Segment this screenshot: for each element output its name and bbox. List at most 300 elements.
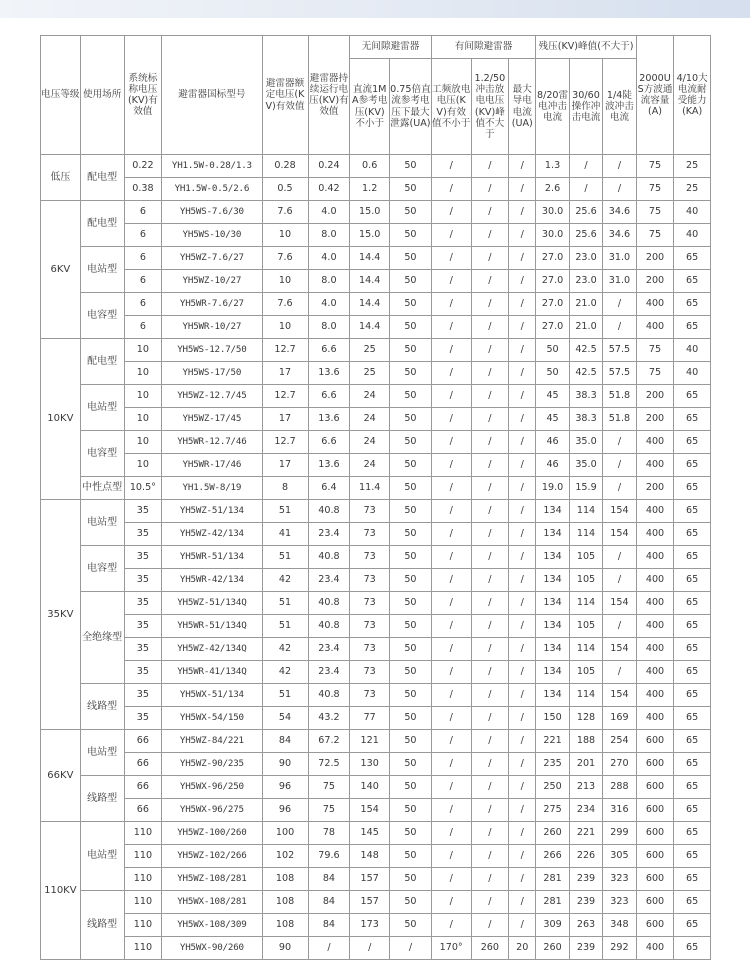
system-voltage-cell: 6: [124, 201, 162, 224]
max-conduction-cell: /: [509, 316, 536, 339]
impulse-spark-cell: /: [471, 684, 509, 707]
system-voltage-cell: 35: [124, 638, 162, 661]
high-current-cell: 65: [674, 684, 711, 707]
high-current-cell: 65: [674, 546, 711, 569]
dc-reference-cell: 15.0: [350, 224, 390, 247]
rated-voltage-cell: 42: [262, 638, 308, 661]
system-voltage-cell: 110: [124, 914, 162, 937]
residual-30-60-cell: 105: [569, 661, 602, 684]
high-current-cell: 65: [674, 845, 711, 868]
model-cell: YH5WS-10/30: [162, 224, 262, 247]
table-row: [41, 638, 711, 661]
model-cell: YH5WR-41/134Q: [162, 661, 262, 684]
dc-reference-cell: 73: [350, 523, 390, 546]
power-frequency-spark-cell: /: [431, 201, 471, 224]
table-header: [41, 36, 711, 155]
square-wave-cell: 75: [636, 362, 674, 385]
rated-voltage-cell: 51: [262, 615, 308, 638]
leakage-cell: 50: [390, 799, 432, 822]
residual-1-4-cell: 154: [603, 500, 636, 523]
leakage-cell: 50: [390, 730, 432, 753]
impulse-spark-cell: /: [471, 868, 509, 891]
residual-30-60-cell: 23.0: [569, 247, 602, 270]
table-row: [41, 753, 711, 776]
model-cell: YH1.5W-0.5/2.6: [162, 178, 262, 201]
leakage-cell: 50: [390, 661, 432, 684]
max-conduction-cell: /: [509, 707, 536, 730]
leakage-cell: 50: [390, 270, 432, 293]
residual-1-4-cell: 51.8: [603, 408, 636, 431]
power-frequency-spark-cell: /: [431, 178, 471, 201]
impulse-spark-cell: /: [471, 178, 509, 201]
residual-30-60-cell: 114: [569, 684, 602, 707]
residual-30-60-cell: /: [569, 155, 602, 178]
model-cell: YH5WZ-51/134Q: [162, 592, 262, 615]
high-current-cell: 65: [674, 270, 711, 293]
rated-voltage-cell: 90: [262, 937, 308, 960]
residual-8-20-cell: 250: [536, 776, 569, 799]
dc-reference-cell: 1.2: [350, 178, 390, 201]
model-cell: YH1.5W-0.28/1.3: [162, 155, 262, 178]
system-voltage-cell: 35: [124, 684, 162, 707]
table-row: [41, 155, 711, 178]
square-wave-cell: 600: [636, 776, 674, 799]
residual-30-60-cell: 42.5: [569, 339, 602, 362]
rated-voltage-cell: 51: [262, 546, 308, 569]
model-cell: YH5WR-17/46: [162, 454, 262, 477]
max-conduction-cell: /: [509, 546, 536, 569]
model-cell: YH5WX-96/275: [162, 799, 262, 822]
dc-reference-cell: 25: [350, 339, 390, 362]
table-row: [41, 615, 711, 638]
model-cell: YH5WR-12.7/46: [162, 431, 262, 454]
table-body: [41, 155, 711, 960]
voltage-level-cell: 35KV: [41, 500, 81, 730]
continuous-voltage-cell: 79.6: [308, 845, 350, 868]
square-wave-cell: 600: [636, 914, 674, 937]
max-conduction-cell: /: [509, 822, 536, 845]
residual-1-4-cell: 154: [603, 638, 636, 661]
rated-voltage-cell: 54: [262, 707, 308, 730]
residual-1-4-cell: 34.6: [603, 224, 636, 247]
power-frequency-spark-cell: /: [431, 638, 471, 661]
high-current-cell: 65: [674, 592, 711, 615]
system-voltage-cell: 35: [124, 592, 162, 615]
leakage-cell: 50: [390, 201, 432, 224]
dc-reference-cell: 73: [350, 569, 390, 592]
high-current-cell: 65: [674, 477, 711, 500]
dc-reference-cell: 157: [350, 891, 390, 914]
residual-1-4-cell: 169: [603, 707, 636, 730]
continuous-voltage-cell: 0.42: [308, 178, 350, 201]
dc-reference-cell: 148: [350, 845, 390, 868]
leakage-cell: 50: [390, 362, 432, 385]
residual-8-20-cell: 266: [536, 845, 569, 868]
system-voltage-cell: 35: [124, 546, 162, 569]
header-max-conduction: 最大导电电流(UA): [509, 59, 536, 155]
continuous-voltage-cell: 8.0: [308, 224, 350, 247]
table-row: [41, 523, 711, 546]
rated-voltage-cell: 0.28: [262, 155, 308, 178]
dc-reference-cell: 14.4: [350, 316, 390, 339]
square-wave-cell: 400: [636, 638, 674, 661]
table-row: [41, 270, 711, 293]
header-usage-site: 使用场所: [80, 36, 124, 155]
power-frequency-spark-cell: /: [431, 431, 471, 454]
usage-site-cell: 中性点型: [80, 477, 124, 500]
continuous-voltage-cell: 40.8: [308, 500, 350, 523]
residual-1-4-cell: 299: [603, 822, 636, 845]
residual-1-4-cell: /: [603, 546, 636, 569]
square-wave-cell: 400: [636, 569, 674, 592]
residual-30-60-cell: 239: [569, 891, 602, 914]
residual-1-4-cell: /: [603, 477, 636, 500]
header-high-current: 4/10大电流耐受能力(KA): [674, 36, 711, 155]
system-voltage-cell: 10: [124, 362, 162, 385]
system-voltage-cell: 6: [124, 316, 162, 339]
power-frequency-spark-cell: /: [431, 868, 471, 891]
leakage-cell: 50: [390, 454, 432, 477]
model-cell: YH5WR-51/134: [162, 546, 262, 569]
system-voltage-cell: 35: [124, 707, 162, 730]
leakage-cell: 50: [390, 224, 432, 247]
max-conduction-cell: /: [509, 730, 536, 753]
residual-30-60-cell: 234: [569, 799, 602, 822]
square-wave-cell: 400: [636, 546, 674, 569]
residual-8-20-cell: 27.0: [536, 293, 569, 316]
max-conduction-cell: /: [509, 776, 536, 799]
leakage-cell: 50: [390, 477, 432, 500]
system-voltage-cell: 35: [124, 661, 162, 684]
usage-site-cell: 全绝缘型: [80, 592, 124, 684]
leakage-cell: 50: [390, 500, 432, 523]
header-residual-8-20: 8/20雷电冲击电流: [536, 59, 569, 155]
residual-8-20-cell: 281: [536, 891, 569, 914]
residual-30-60-cell: 213: [569, 776, 602, 799]
usage-site-cell: 电容型: [80, 293, 124, 339]
max-conduction-cell: /: [509, 615, 536, 638]
dc-reference-cell: 11.4: [350, 477, 390, 500]
model-cell: YH5WZ-42/134Q: [162, 638, 262, 661]
power-frequency-spark-cell: /: [431, 776, 471, 799]
residual-8-20-cell: 19.0: [536, 477, 569, 500]
power-frequency-spark-cell: /: [431, 615, 471, 638]
power-frequency-spark-cell: /: [431, 799, 471, 822]
rated-voltage-cell: 10: [262, 316, 308, 339]
power-frequency-spark-cell: /: [431, 569, 471, 592]
power-frequency-spark-cell: /: [431, 224, 471, 247]
continuous-voltage-cell: 4.0: [308, 201, 350, 224]
square-wave-cell: 600: [636, 891, 674, 914]
table-row: [41, 362, 711, 385]
residual-1-4-cell: /: [603, 569, 636, 592]
model-cell: YH5WX-108/309: [162, 914, 262, 937]
square-wave-cell: 400: [636, 937, 674, 960]
rated-voltage-cell: 96: [262, 776, 308, 799]
max-conduction-cell: /: [509, 408, 536, 431]
rated-voltage-cell: 51: [262, 684, 308, 707]
dc-reference-cell: 73: [350, 500, 390, 523]
table-row: [41, 684, 711, 707]
rated-voltage-cell: 42: [262, 661, 308, 684]
leakage-cell: 50: [390, 431, 432, 454]
impulse-spark-cell: /: [471, 615, 509, 638]
continuous-voltage-cell: 75: [308, 776, 350, 799]
residual-30-60-cell: 35.0: [569, 454, 602, 477]
residual-1-4-cell: 270: [603, 753, 636, 776]
power-frequency-spark-cell: /: [431, 477, 471, 500]
leakage-cell: 50: [390, 293, 432, 316]
rated-voltage-cell: 8: [262, 477, 308, 500]
dc-reference-cell: 145: [350, 822, 390, 845]
residual-8-20-cell: 134: [536, 569, 569, 592]
table-row: [41, 247, 711, 270]
system-voltage-cell: 35: [124, 523, 162, 546]
continuous-voltage-cell: /: [308, 937, 350, 960]
dc-reference-cell: 15.0: [350, 201, 390, 224]
system-voltage-cell: 10: [124, 408, 162, 431]
residual-1-4-cell: 31.0: [603, 247, 636, 270]
max-conduction-cell: /: [509, 201, 536, 224]
rated-voltage-cell: 108: [262, 914, 308, 937]
system-voltage-cell: 10.5°: [124, 477, 162, 500]
header-rated-voltage: 避雷器额定电压(KV)有效值: [262, 36, 308, 155]
system-voltage-cell: 35: [124, 569, 162, 592]
residual-8-20-cell: 50: [536, 362, 569, 385]
max-conduction-cell: /: [509, 661, 536, 684]
table-row: [41, 661, 711, 684]
rated-voltage-cell: 10: [262, 270, 308, 293]
residual-1-4-cell: /: [603, 178, 636, 201]
system-voltage-cell: 10: [124, 431, 162, 454]
model-cell: YH5WX-108/281: [162, 891, 262, 914]
high-current-cell: 65: [674, 730, 711, 753]
rated-voltage-cell: 7.6: [262, 293, 308, 316]
model-cell: YH5WS-12.7/50: [162, 339, 262, 362]
impulse-spark-cell: /: [471, 224, 509, 247]
high-current-cell: 25: [674, 178, 711, 201]
leakage-cell: 50: [390, 247, 432, 270]
residual-1-4-cell: 254: [603, 730, 636, 753]
leakage-cell: 50: [390, 638, 432, 661]
impulse-spark-cell: /: [471, 914, 509, 937]
residual-8-20-cell: 1.3: [536, 155, 569, 178]
residual-30-60-cell: /: [569, 178, 602, 201]
residual-8-20-cell: 275: [536, 799, 569, 822]
table-row: [41, 822, 711, 845]
system-voltage-cell: 110: [124, 845, 162, 868]
rated-voltage-cell: 17: [262, 454, 308, 477]
dc-reference-cell: 14.4: [350, 247, 390, 270]
square-wave-cell: 75: [636, 224, 674, 247]
residual-30-60-cell: 263: [569, 914, 602, 937]
residual-8-20-cell: 134: [536, 592, 569, 615]
leakage-cell: 50: [390, 339, 432, 362]
dc-reference-cell: 24: [350, 408, 390, 431]
power-frequency-spark-cell: /: [431, 316, 471, 339]
rated-voltage-cell: 96: [262, 799, 308, 822]
residual-30-60-cell: 105: [569, 546, 602, 569]
leakage-cell: 50: [390, 569, 432, 592]
residual-8-20-cell: 27.0: [536, 270, 569, 293]
leakage-cell: 50: [390, 316, 432, 339]
system-voltage-cell: 0.22: [124, 155, 162, 178]
residual-1-4-cell: 31.0: [603, 270, 636, 293]
high-current-cell: 65: [674, 822, 711, 845]
residual-1-4-cell: 154: [603, 684, 636, 707]
usage-site-cell: 配电型: [80, 201, 124, 247]
residual-8-20-cell: 309: [536, 914, 569, 937]
table-row: [41, 224, 711, 247]
impulse-spark-cell: /: [471, 845, 509, 868]
square-wave-cell: 400: [636, 454, 674, 477]
leakage-cell: 50: [390, 523, 432, 546]
table-row: [41, 592, 711, 615]
table-row: [41, 937, 711, 960]
residual-1-4-cell: 316: [603, 799, 636, 822]
power-frequency-spark-cell: /: [431, 247, 471, 270]
rated-voltage-cell: 102: [262, 845, 308, 868]
header-residual-group: 残压(KV)峰值(不大于): [536, 36, 636, 59]
square-wave-cell: 400: [636, 661, 674, 684]
residual-30-60-cell: 25.6: [569, 224, 602, 247]
rated-voltage-cell: 51: [262, 592, 308, 615]
continuous-voltage-cell: 67.2: [308, 730, 350, 753]
header-leakage: 0.75倍直流参考电压下最大泄露(UA): [390, 59, 432, 155]
high-current-cell: 40: [674, 224, 711, 247]
max-conduction-cell: /: [509, 339, 536, 362]
high-current-cell: 40: [674, 362, 711, 385]
residual-8-20-cell: 45: [536, 385, 569, 408]
header-residual-1-4: 1/4陡波冲击电流: [603, 59, 636, 155]
dc-reference-cell: 73: [350, 684, 390, 707]
max-conduction-cell: /: [509, 684, 536, 707]
model-cell: YH5WZ-12.7/45: [162, 385, 262, 408]
continuous-voltage-cell: 0.24: [308, 155, 350, 178]
dc-reference-cell: 77: [350, 707, 390, 730]
square-wave-cell: 400: [636, 523, 674, 546]
impulse-spark-cell: /: [471, 730, 509, 753]
leakage-cell: 50: [390, 546, 432, 569]
square-wave-cell: 200: [636, 270, 674, 293]
system-voltage-cell: 6: [124, 270, 162, 293]
header-continuous-voltage: 避雷器持续运行电压(KV)有效值: [308, 36, 350, 155]
residual-30-60-cell: 35.0: [569, 431, 602, 454]
voltage-level-cell: 低压: [41, 155, 81, 201]
power-frequency-spark-cell: /: [431, 523, 471, 546]
impulse-spark-cell: /: [471, 799, 509, 822]
residual-30-60-cell: 105: [569, 569, 602, 592]
continuous-voltage-cell: 13.6: [308, 362, 350, 385]
residual-1-4-cell: 292: [603, 937, 636, 960]
table-row: [41, 868, 711, 891]
table-row: [41, 408, 711, 431]
impulse-spark-cell: /: [471, 546, 509, 569]
power-frequency-spark-cell: /: [431, 822, 471, 845]
continuous-voltage-cell: 23.4: [308, 638, 350, 661]
model-cell: YH5WZ-100/260: [162, 822, 262, 845]
dc-reference-cell: 25: [350, 362, 390, 385]
dc-reference-cell: 24: [350, 385, 390, 408]
power-frequency-spark-cell: /: [431, 684, 471, 707]
table-row: [41, 730, 711, 753]
max-conduction-cell: /: [509, 270, 536, 293]
high-current-cell: 65: [674, 408, 711, 431]
impulse-spark-cell: /: [471, 569, 509, 592]
system-voltage-cell: 66: [124, 730, 162, 753]
rated-voltage-cell: 41: [262, 523, 308, 546]
table-row: [41, 569, 711, 592]
max-conduction-cell: /: [509, 753, 536, 776]
power-frequency-spark-cell: /: [431, 592, 471, 615]
dc-reference-cell: 73: [350, 546, 390, 569]
impulse-spark-cell: /: [471, 592, 509, 615]
max-conduction-cell: /: [509, 224, 536, 247]
max-conduction-cell: /: [509, 914, 536, 937]
impulse-spark-cell: /: [471, 293, 509, 316]
system-voltage-cell: 10: [124, 339, 162, 362]
power-frequency-spark-cell: /: [431, 753, 471, 776]
high-current-cell: 65: [674, 431, 711, 454]
continuous-voltage-cell: 40.8: [308, 592, 350, 615]
continuous-voltage-cell: 72.5: [308, 753, 350, 776]
system-voltage-cell: 110: [124, 937, 162, 960]
residual-8-20-cell: 27.0: [536, 316, 569, 339]
residual-30-60-cell: 25.6: [569, 201, 602, 224]
residual-1-4-cell: /: [603, 661, 636, 684]
square-wave-cell: 600: [636, 730, 674, 753]
dc-reference-cell: 73: [350, 638, 390, 661]
rated-voltage-cell: 108: [262, 868, 308, 891]
max-conduction-cell: /: [509, 868, 536, 891]
model-cell: YH5WZ-17/45: [162, 408, 262, 431]
impulse-spark-cell: /: [471, 454, 509, 477]
max-conduction-cell: /: [509, 638, 536, 661]
leakage-cell: 50: [390, 891, 432, 914]
residual-1-4-cell: 51.8: [603, 385, 636, 408]
model-cell: YH5WR-7.6/27: [162, 293, 262, 316]
square-wave-cell: 200: [636, 247, 674, 270]
dc-reference-cell: 14.4: [350, 270, 390, 293]
residual-1-4-cell: 154: [603, 592, 636, 615]
rated-voltage-cell: 17: [262, 408, 308, 431]
impulse-spark-cell: /: [471, 523, 509, 546]
residual-8-20-cell: 260: [536, 822, 569, 845]
continuous-voltage-cell: 40.8: [308, 684, 350, 707]
max-conduction-cell: /: [509, 431, 536, 454]
power-frequency-spark-cell: /: [431, 339, 471, 362]
dc-reference-cell: 24: [350, 431, 390, 454]
impulse-spark-cell: /: [471, 661, 509, 684]
continuous-voltage-cell: 6.6: [308, 385, 350, 408]
leakage-cell: 50: [390, 178, 432, 201]
impulse-spark-cell: 260: [471, 937, 509, 960]
residual-1-4-cell: /: [603, 615, 636, 638]
model-cell: YH1.5W-8/19: [162, 477, 262, 500]
table-row: [41, 845, 711, 868]
residual-30-60-cell: 38.3: [569, 408, 602, 431]
residual-30-60-cell: 21.0: [569, 316, 602, 339]
rated-voltage-cell: 12.7: [262, 385, 308, 408]
max-conduction-cell: /: [509, 500, 536, 523]
model-cell: YH5WZ-108/281: [162, 868, 262, 891]
power-frequency-spark-cell: /: [431, 155, 471, 178]
leakage-cell: 50: [390, 914, 432, 937]
impulse-spark-cell: /: [471, 891, 509, 914]
system-voltage-cell: 10: [124, 454, 162, 477]
leakage-cell: 50: [390, 868, 432, 891]
voltage-level-cell: 66KV: [41, 730, 81, 822]
